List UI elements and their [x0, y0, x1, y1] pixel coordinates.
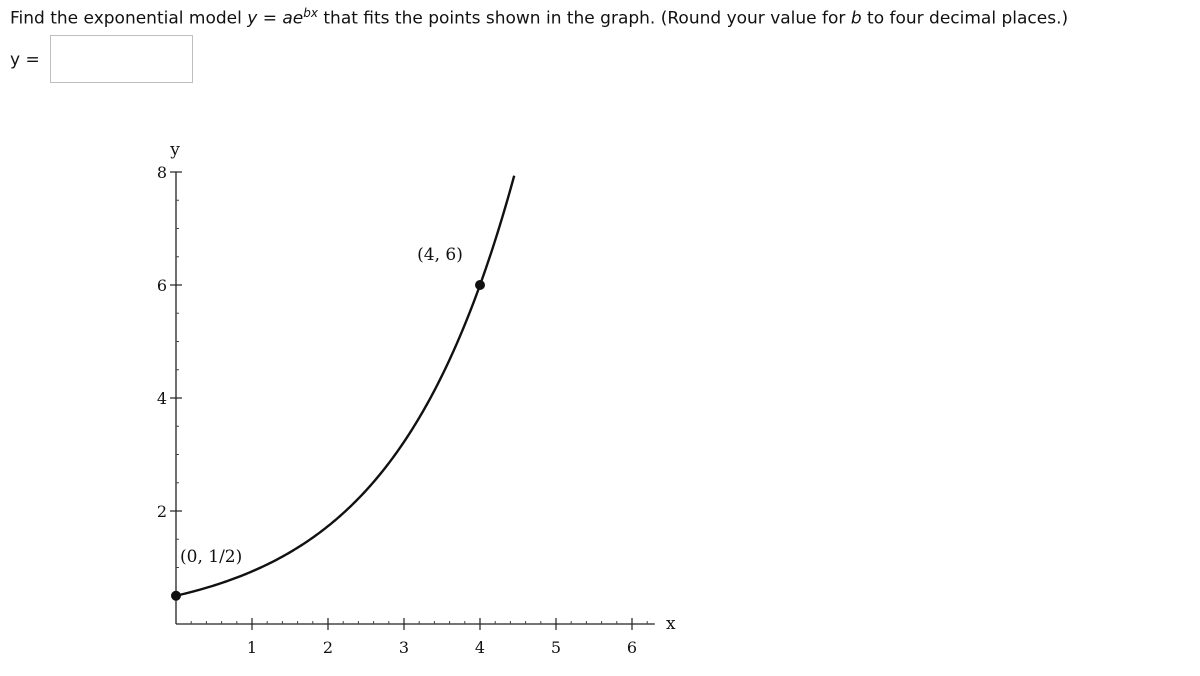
x-tick-label: 3	[398, 638, 410, 657]
y-tick-label: 6	[156, 276, 167, 295]
exponential-curve	[176, 176, 514, 596]
data-point-label: (0, 1/2)	[180, 546, 243, 567]
data-point	[475, 280, 485, 290]
question-prefix: Find the exponential model	[10, 8, 242, 29]
x-tick-label: 4	[474, 638, 486, 657]
equation-ae: ae	[282, 8, 304, 29]
x-tick-label: 2	[322, 638, 334, 657]
question-suffix-end: to four decimal places.)	[867, 8, 1069, 29]
equation-exponent: bx	[303, 6, 318, 20]
x-tick-label: 5	[550, 638, 562, 657]
data-point-label: (4, 6)	[417, 245, 463, 265]
x-tick-label: 1	[246, 638, 258, 657]
x-axis-label: x	[666, 614, 676, 634]
equation-equals: =	[262, 8, 277, 29]
question-suffix: that fits the points shown in the graph. (Round your value for	[323, 8, 846, 29]
equation-y: y	[247, 8, 258, 29]
y-axis-label: y	[170, 140, 180, 160]
x-tick-label: 6	[626, 638, 638, 657]
data-point	[171, 591, 181, 601]
answer-label: y =	[10, 50, 40, 70]
y-tick-label: 8	[156, 163, 167, 182]
y-tick-label: 2	[156, 502, 167, 521]
y-tick-label: 4	[156, 389, 167, 408]
question-b-variable: b	[850, 8, 862, 29]
